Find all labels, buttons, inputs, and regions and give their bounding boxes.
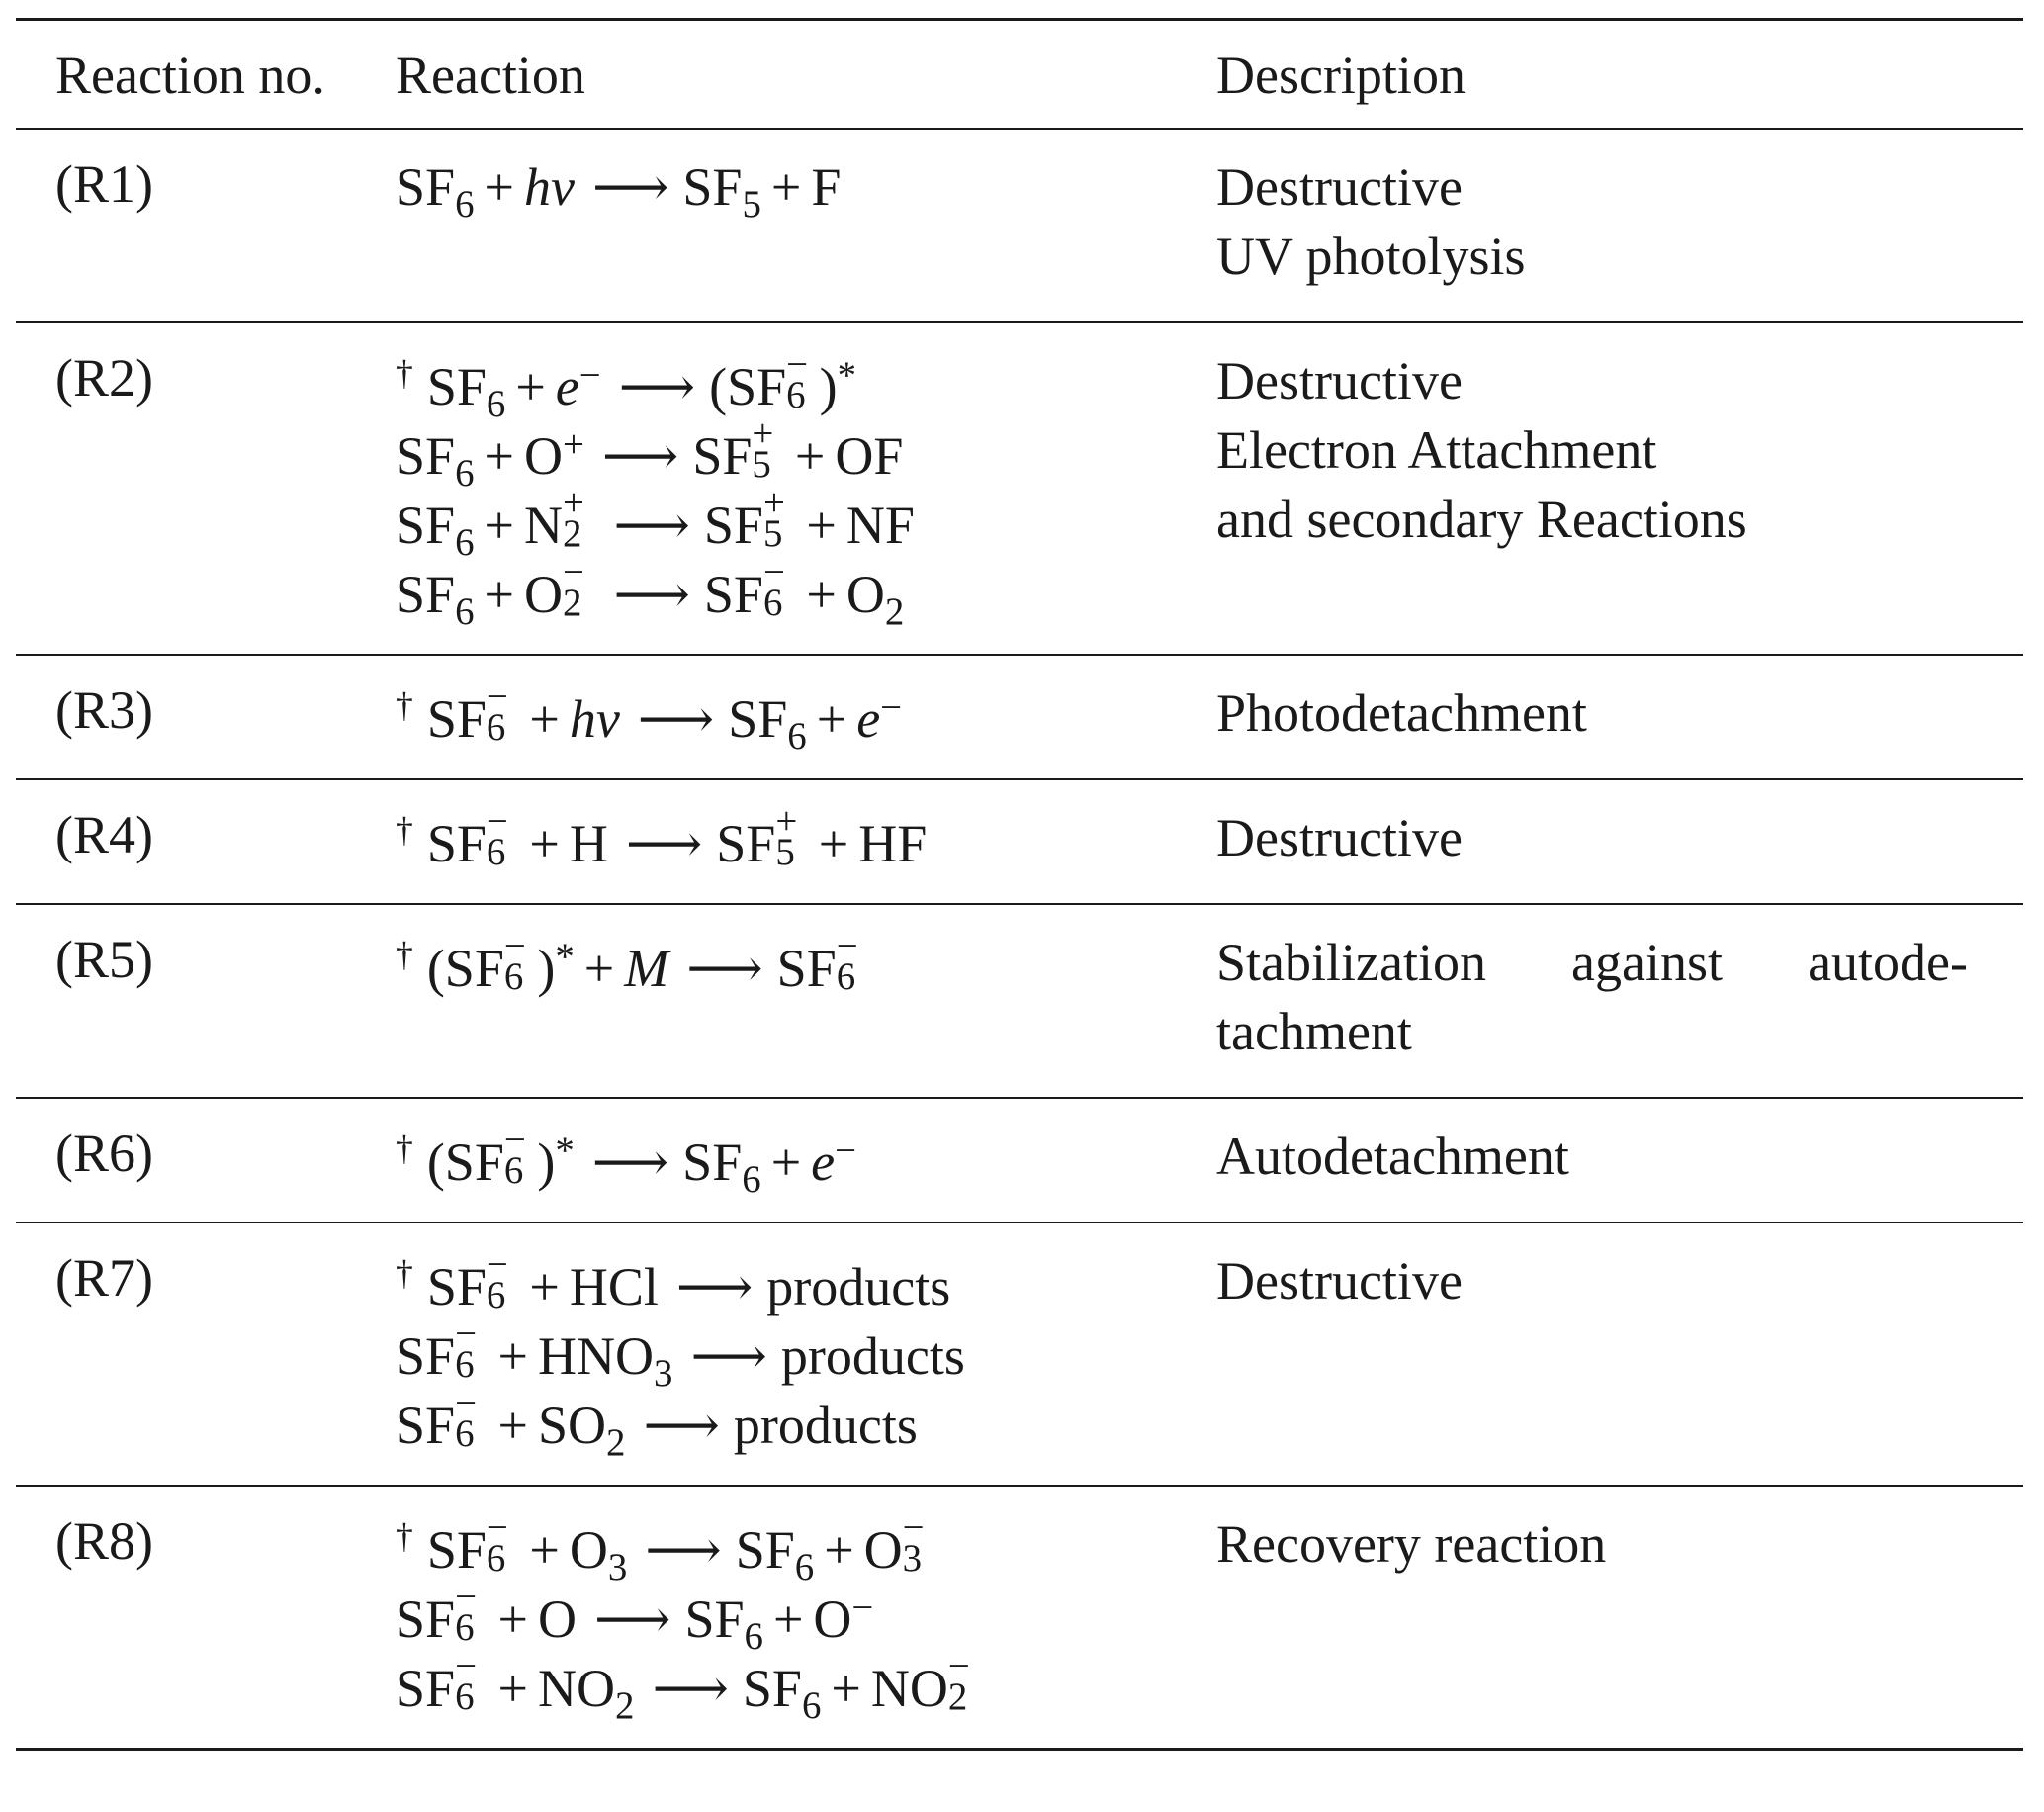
reaction-equation: † (SF − 6 )* + M ⟶ SF − 6 xyxy=(396,924,858,998)
reaction-cell xyxy=(396,779,1216,904)
reaction-equation: † SF − 6 + HCl ⟶ products xyxy=(396,1242,951,1316)
reaction-equation: SF − 6 + $SO_2$ ⟶ products xyxy=(396,1381,918,1464)
reaction-no: (R3) xyxy=(55,680,153,740)
header-reaction: Reaction xyxy=(396,45,585,105)
description-word: Stabilization xyxy=(1216,933,1486,992)
reaction-equation: $SF_6 + N$ + 2 ⟶ SF + 5 + NF xyxy=(396,481,915,564)
description-cell xyxy=(1216,904,2023,1098)
table-row xyxy=(16,1486,2023,1750)
description-line: Electron Attachment xyxy=(1216,420,1657,480)
description-line: tachment xyxy=(1216,1002,1412,1061)
dagger-mark: † xyxy=(396,935,413,975)
description-line: Destructive xyxy=(1216,1251,1463,1311)
table-header-row xyxy=(16,20,2023,130)
description-line: and secondary Reactions xyxy=(1216,490,1747,549)
reaction-cell xyxy=(396,322,1216,655)
table-row xyxy=(16,1098,2023,1223)
reaction-equation: $SF_6 + h\nu$ ⟶ $SF_5 + F$ xyxy=(396,157,842,226)
reaction-no: (R4) xyxy=(55,805,153,864)
reaction-table xyxy=(16,18,2023,1751)
description-cell xyxy=(1216,1223,2023,1486)
reaction-equation: SF − 6 + O ⟶ $SF_6 + O^-$ xyxy=(396,1575,874,1658)
dagger-mark: † xyxy=(396,1516,413,1557)
description-word: autode- xyxy=(1808,933,1968,992)
dagger-mark: † xyxy=(396,810,413,851)
description-cell xyxy=(1216,1098,2023,1223)
reaction-cell xyxy=(396,1486,1216,1750)
reaction-no: (R1) xyxy=(55,154,153,214)
reaction-equation: $SF_6 + O$ − 2 ⟶ SF − 6 + $O_2$ xyxy=(396,550,905,633)
reaction-equation: † SF − 6 + H ⟶ SF + 5 + HF xyxy=(396,799,928,873)
description-word: against xyxy=(1571,933,1723,992)
dagger-mark: † xyxy=(396,685,413,726)
table-row xyxy=(16,655,2023,779)
description-line: Destructive xyxy=(1216,351,1463,410)
description-line: Autodetachment xyxy=(1216,1127,1569,1186)
header-reaction-no: Reaction no. xyxy=(55,45,325,105)
reaction-cell xyxy=(396,1223,1216,1486)
description-line: Destructive xyxy=(1216,808,1463,867)
reaction-equation: † SF − 6 + $O_3$ ⟶ $SF_6 + O$ − 3 xyxy=(396,1505,925,1588)
description-cell xyxy=(1216,779,2023,904)
reaction-equation: † SF − 6 + hν ⟶ $SF_6 + e^-$ xyxy=(396,675,903,758)
reaction-no: (R6) xyxy=(55,1124,153,1183)
dagger-mark: † xyxy=(396,1129,413,1169)
reaction-no: (R2) xyxy=(55,348,153,408)
table-row xyxy=(16,322,2023,655)
reaction-equation: SF − 6 + $HNO_3$ ⟶ products xyxy=(396,1312,965,1395)
dagger-mark: † xyxy=(396,353,413,394)
reaction-equation: $SF_6 + O^+$ ⟶ SF + 5 + OF xyxy=(396,411,904,495)
reaction-no: (R5) xyxy=(55,930,153,989)
description-line: Recovery reaction xyxy=(1216,1514,1607,1574)
description-cell xyxy=(1216,655,2023,779)
table-row xyxy=(16,129,2023,322)
reaction-no: (R7) xyxy=(55,1248,153,1308)
description-line: Destructive xyxy=(1216,157,1463,217)
reaction-cell xyxy=(396,129,1216,322)
reaction-cell xyxy=(396,904,1216,1098)
header-description: Description xyxy=(1216,45,1466,105)
description-line: Photodetachment xyxy=(1216,683,1587,743)
reaction-equation: † (SF − 6 )* ⟶ $SF_6 + e^-$ xyxy=(396,1118,857,1201)
description-cell xyxy=(1216,322,2023,655)
description-cell xyxy=(1216,1486,2023,1750)
reaction-equation: SF − 6 + $NO_2$ ⟶ $SF_6$ + NO − 2 xyxy=(396,1644,970,1727)
table-row xyxy=(16,904,2023,1098)
reaction-equation: † $SF_6 + e^-$ ⟶ (SF − 6 )* xyxy=(396,342,857,425)
reaction-cell xyxy=(396,655,1216,779)
table-row xyxy=(16,1223,2023,1486)
description-line: UV photolysis xyxy=(1216,226,1526,286)
table-row xyxy=(16,779,2023,904)
dagger-mark: † xyxy=(396,1253,413,1294)
description-line-justified xyxy=(1216,933,1968,1002)
reaction-no: (R8) xyxy=(55,1511,153,1571)
reaction-cell xyxy=(396,1098,1216,1223)
description-cell xyxy=(1216,129,2023,322)
